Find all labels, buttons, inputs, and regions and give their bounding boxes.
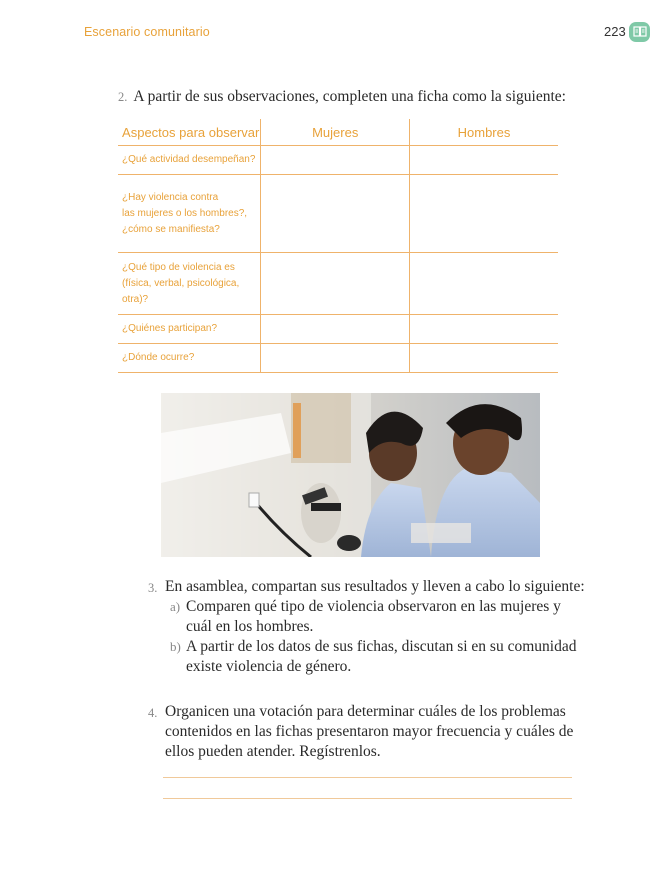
row-label: ¿Quiénes participan? bbox=[118, 315, 261, 344]
cell-hombres[interactable] bbox=[410, 253, 559, 315]
cell-mujeres[interactable] bbox=[261, 315, 410, 344]
question-text: contenidos en las fichas presentaron mayor frecuencia y cuáles de bbox=[165, 723, 574, 740]
list-item bbox=[170, 597, 585, 637]
cell-mujeres[interactable] bbox=[261, 146, 410, 175]
column-header: Mujeres bbox=[261, 119, 410, 146]
answer-line[interactable] bbox=[163, 798, 572, 799]
question-text: A partir de sus observaciones, completen una ficha como la siguiente: bbox=[133, 88, 566, 105]
row-label: ¿Qué actividad desempeñan? bbox=[118, 146, 261, 175]
question-2 bbox=[118, 88, 566, 106]
section-title: Escenario comunitario bbox=[84, 25, 210, 39]
page-number: 223 bbox=[604, 24, 626, 39]
item-text: cuál en los hombres. bbox=[186, 618, 314, 635]
cell-mujeres[interactable] bbox=[261, 253, 410, 315]
item-text: existe violencia de género. bbox=[186, 658, 352, 675]
item-letter: a) bbox=[170, 599, 181, 614]
cell-mujeres[interactable] bbox=[261, 175, 410, 253]
observation-table bbox=[118, 119, 558, 373]
question-number: 3. bbox=[148, 581, 158, 595]
question-text: Organicen una votación para determinar cuáles de los problemas bbox=[165, 703, 566, 720]
column-header: Hombres bbox=[410, 119, 559, 146]
students-microscope-photo bbox=[161, 393, 540, 557]
row-label: ¿Hay violencia contra las mujeres o los hombres?, ¿cómo se manifiesta? bbox=[118, 175, 261, 253]
cell-hombres[interactable] bbox=[410, 344, 559, 373]
table-row bbox=[118, 253, 558, 315]
row-label: ¿Dónde ocurre? bbox=[118, 344, 261, 373]
item-letter: b) bbox=[170, 639, 181, 654]
table-row bbox=[118, 146, 558, 175]
cell-mujeres[interactable] bbox=[261, 344, 410, 373]
column-header: Aspectos para observar bbox=[118, 119, 261, 146]
table-header-row bbox=[118, 119, 558, 146]
question-number: 4. bbox=[148, 706, 158, 720]
table-row bbox=[118, 344, 558, 373]
table-row bbox=[118, 175, 558, 253]
cell-hombres[interactable] bbox=[410, 315, 559, 344]
cell-hombres[interactable] bbox=[410, 146, 559, 175]
cell-hombres[interactable] bbox=[410, 175, 559, 253]
question-text: ellos pueden atender. Regístrenlos. bbox=[165, 743, 381, 760]
reading-book-icon bbox=[629, 22, 650, 42]
list-item bbox=[170, 637, 585, 677]
question-3 bbox=[148, 577, 585, 677]
item-text: Comparen qué tipo de violencia observaron en las mujeres y bbox=[186, 598, 561, 615]
table-row bbox=[118, 315, 558, 344]
question-4 bbox=[148, 702, 573, 762]
answer-line[interactable] bbox=[163, 777, 572, 778]
question-text: En asamblea, compartan sus resultados y lleven a cabo lo siguiente: bbox=[165, 578, 585, 595]
row-label: ¿Qué tipo de violencia es (física, verbal, psicológica, otra)? bbox=[118, 253, 261, 315]
item-text: A partir de los datos de sus fichas, discutan si en su comunidad bbox=[186, 638, 577, 655]
question-number: 2. bbox=[118, 90, 128, 104]
